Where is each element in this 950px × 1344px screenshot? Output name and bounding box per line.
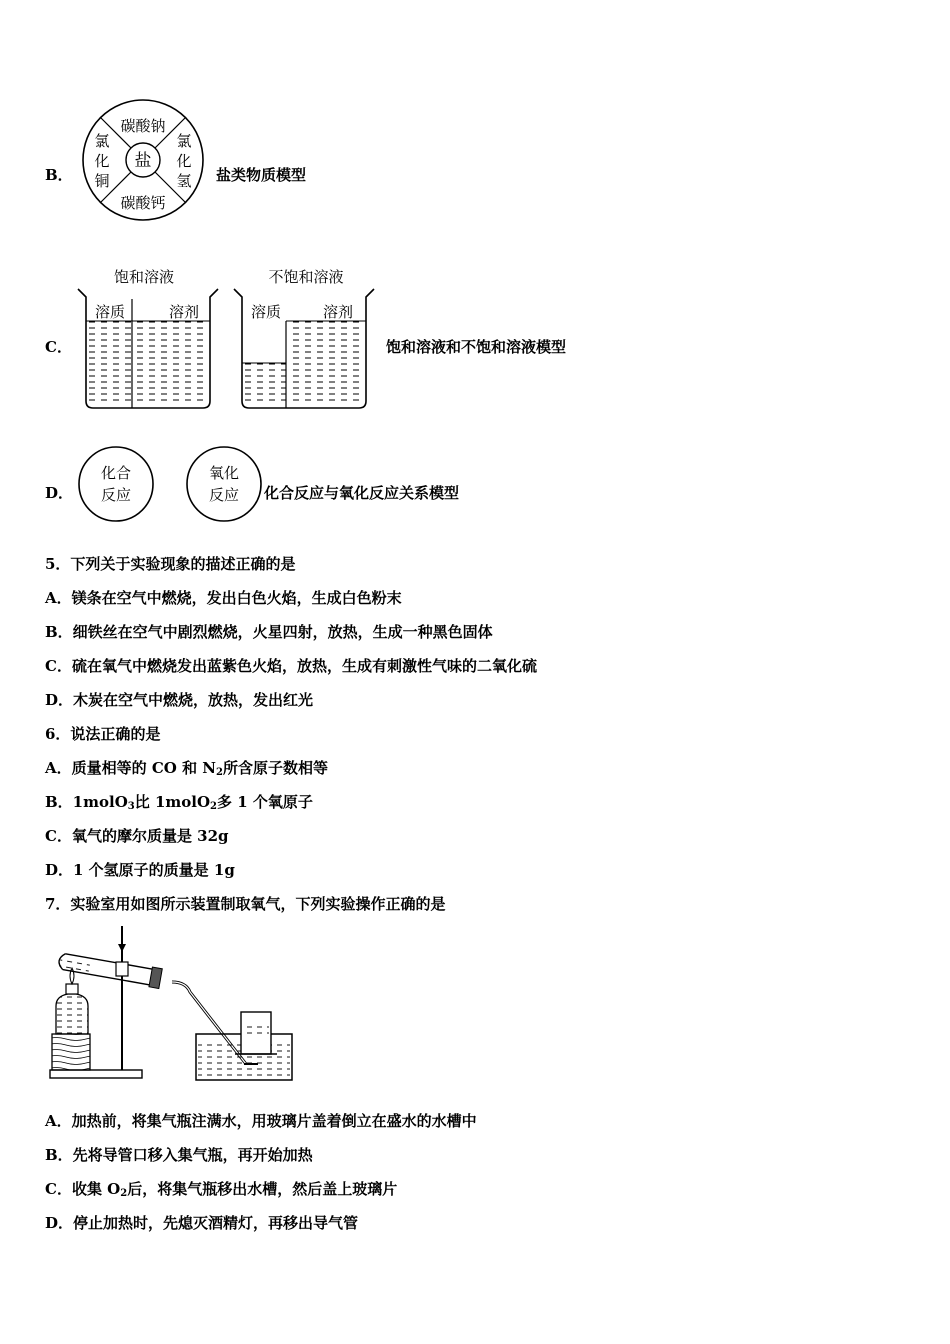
- q6-option-a: A．质量相等的 CO 和 $N_2$所含原子数相等: [45, 759, 329, 778]
- option-b-caption: 盐类物质模型: [216, 166, 307, 184]
- combination-circle: [79, 447, 153, 521]
- combination-line2: 反应: [100, 486, 132, 504]
- q5-option-a: A．镁条在空气中燃烧，发出白色火焰，生成白色粉末: [45, 589, 402, 607]
- q5-option-b: B．细铁丝在空气中剧烈燃烧，火星四射，放热，生成一种黑色固体: [45, 623, 493, 641]
- beaker1-solvent-label: 溶剂: [168, 303, 200, 321]
- beaker2-title: 不饱和溶液: [268, 268, 344, 286]
- tube-stopper: [149, 967, 162, 988]
- salt-top-label: 碳酸钠: [120, 117, 166, 135]
- beaker1-title: 饱和溶液: [113, 268, 175, 286]
- combination-line1: 化合: [100, 464, 132, 482]
- q6-option-d: D．1 个氢原子的质量是 1g: [45, 861, 235, 879]
- option-d-caption: 化合反应与氧化反应关系模型: [264, 484, 460, 502]
- salt-right-char-1: 氯: [176, 132, 192, 150]
- salt-left-char-1: 氯: [94, 132, 110, 150]
- q6-stem: 6．说法正确的是: [45, 725, 161, 743]
- q7-option-c: C．收集 $O_2$后，将集气瓶移出水槽，然后盖上玻璃片: [45, 1180, 398, 1199]
- salt-model-figure: [78, 98, 208, 222]
- q7-option-b: B．先将导管口移入集气瓶，再开始加热: [45, 1146, 313, 1164]
- salt-center-label: 盐: [134, 151, 152, 171]
- q6-option-b: B．1molO$_3$比 1molO$_2$多 1 个氧原子: [45, 793, 313, 812]
- q7-option-d: D．停止加热时，先熄灭酒精灯，再移出导气管: [45, 1214, 359, 1232]
- reaction-model-figure: [76, 446, 266, 526]
- salt-right-char-3: 氢: [176, 172, 192, 190]
- q5-stem: 5．下列关于实验现象的描述正确的是: [45, 555, 296, 573]
- oxygen-apparatus-figure: [46, 922, 304, 1084]
- salt-left-char-2: 化: [94, 152, 110, 170]
- oxidation-line2: 反应: [208, 486, 240, 504]
- beaker2-solvent-liquid: [288, 321, 364, 405]
- oxidation-line1: 氧化: [208, 464, 240, 482]
- salt-bottom-label: 碳酸钙: [120, 194, 166, 212]
- q5-option-d: D．木炭在空气中燃烧，放热，发出红光: [45, 691, 314, 709]
- beaker2-solute-liquid: [244, 363, 286, 405]
- salt-right-char-2: 化: [176, 152, 192, 170]
- alcohol-lamp: [56, 994, 88, 1034]
- salt-left-char-3: 铜: [94, 172, 110, 190]
- oxidation-circle: [187, 447, 261, 521]
- option-d-letter: D．: [45, 484, 74, 502]
- q6-option-c: C．氧气的摩尔质量是 32g: [45, 827, 229, 845]
- clamp: [116, 962, 128, 976]
- solution-model-figure: [76, 265, 376, 413]
- option-c-letter: C．: [45, 338, 72, 356]
- beaker1-solute-label: 溶质: [94, 303, 126, 321]
- wood-block: [52, 1034, 90, 1070]
- beaker2-solute-label: 溶质: [250, 303, 282, 321]
- option-b-letter: B．: [45, 166, 73, 184]
- option-c-caption: 饱和溶液和不饱和溶液模型: [386, 338, 567, 356]
- q7-option-a: A．加热前，将集气瓶注满水，用玻璃片盖着倒立在盛水的水槽中: [45, 1112, 477, 1130]
- beaker1-liquid: [88, 321, 208, 405]
- beaker2-solvent-label: 溶剂: [322, 303, 354, 321]
- q5-option-c: C．硫在氧气中燃烧发出蓝紫色火焰，放热，生成有刺激性气味的二氧化硫: [45, 657, 537, 675]
- q7-stem: 7．实验室用如图所示装置制取氧气，下列实验操作正确的是: [45, 895, 446, 913]
- stand-base: [50, 1070, 142, 1078]
